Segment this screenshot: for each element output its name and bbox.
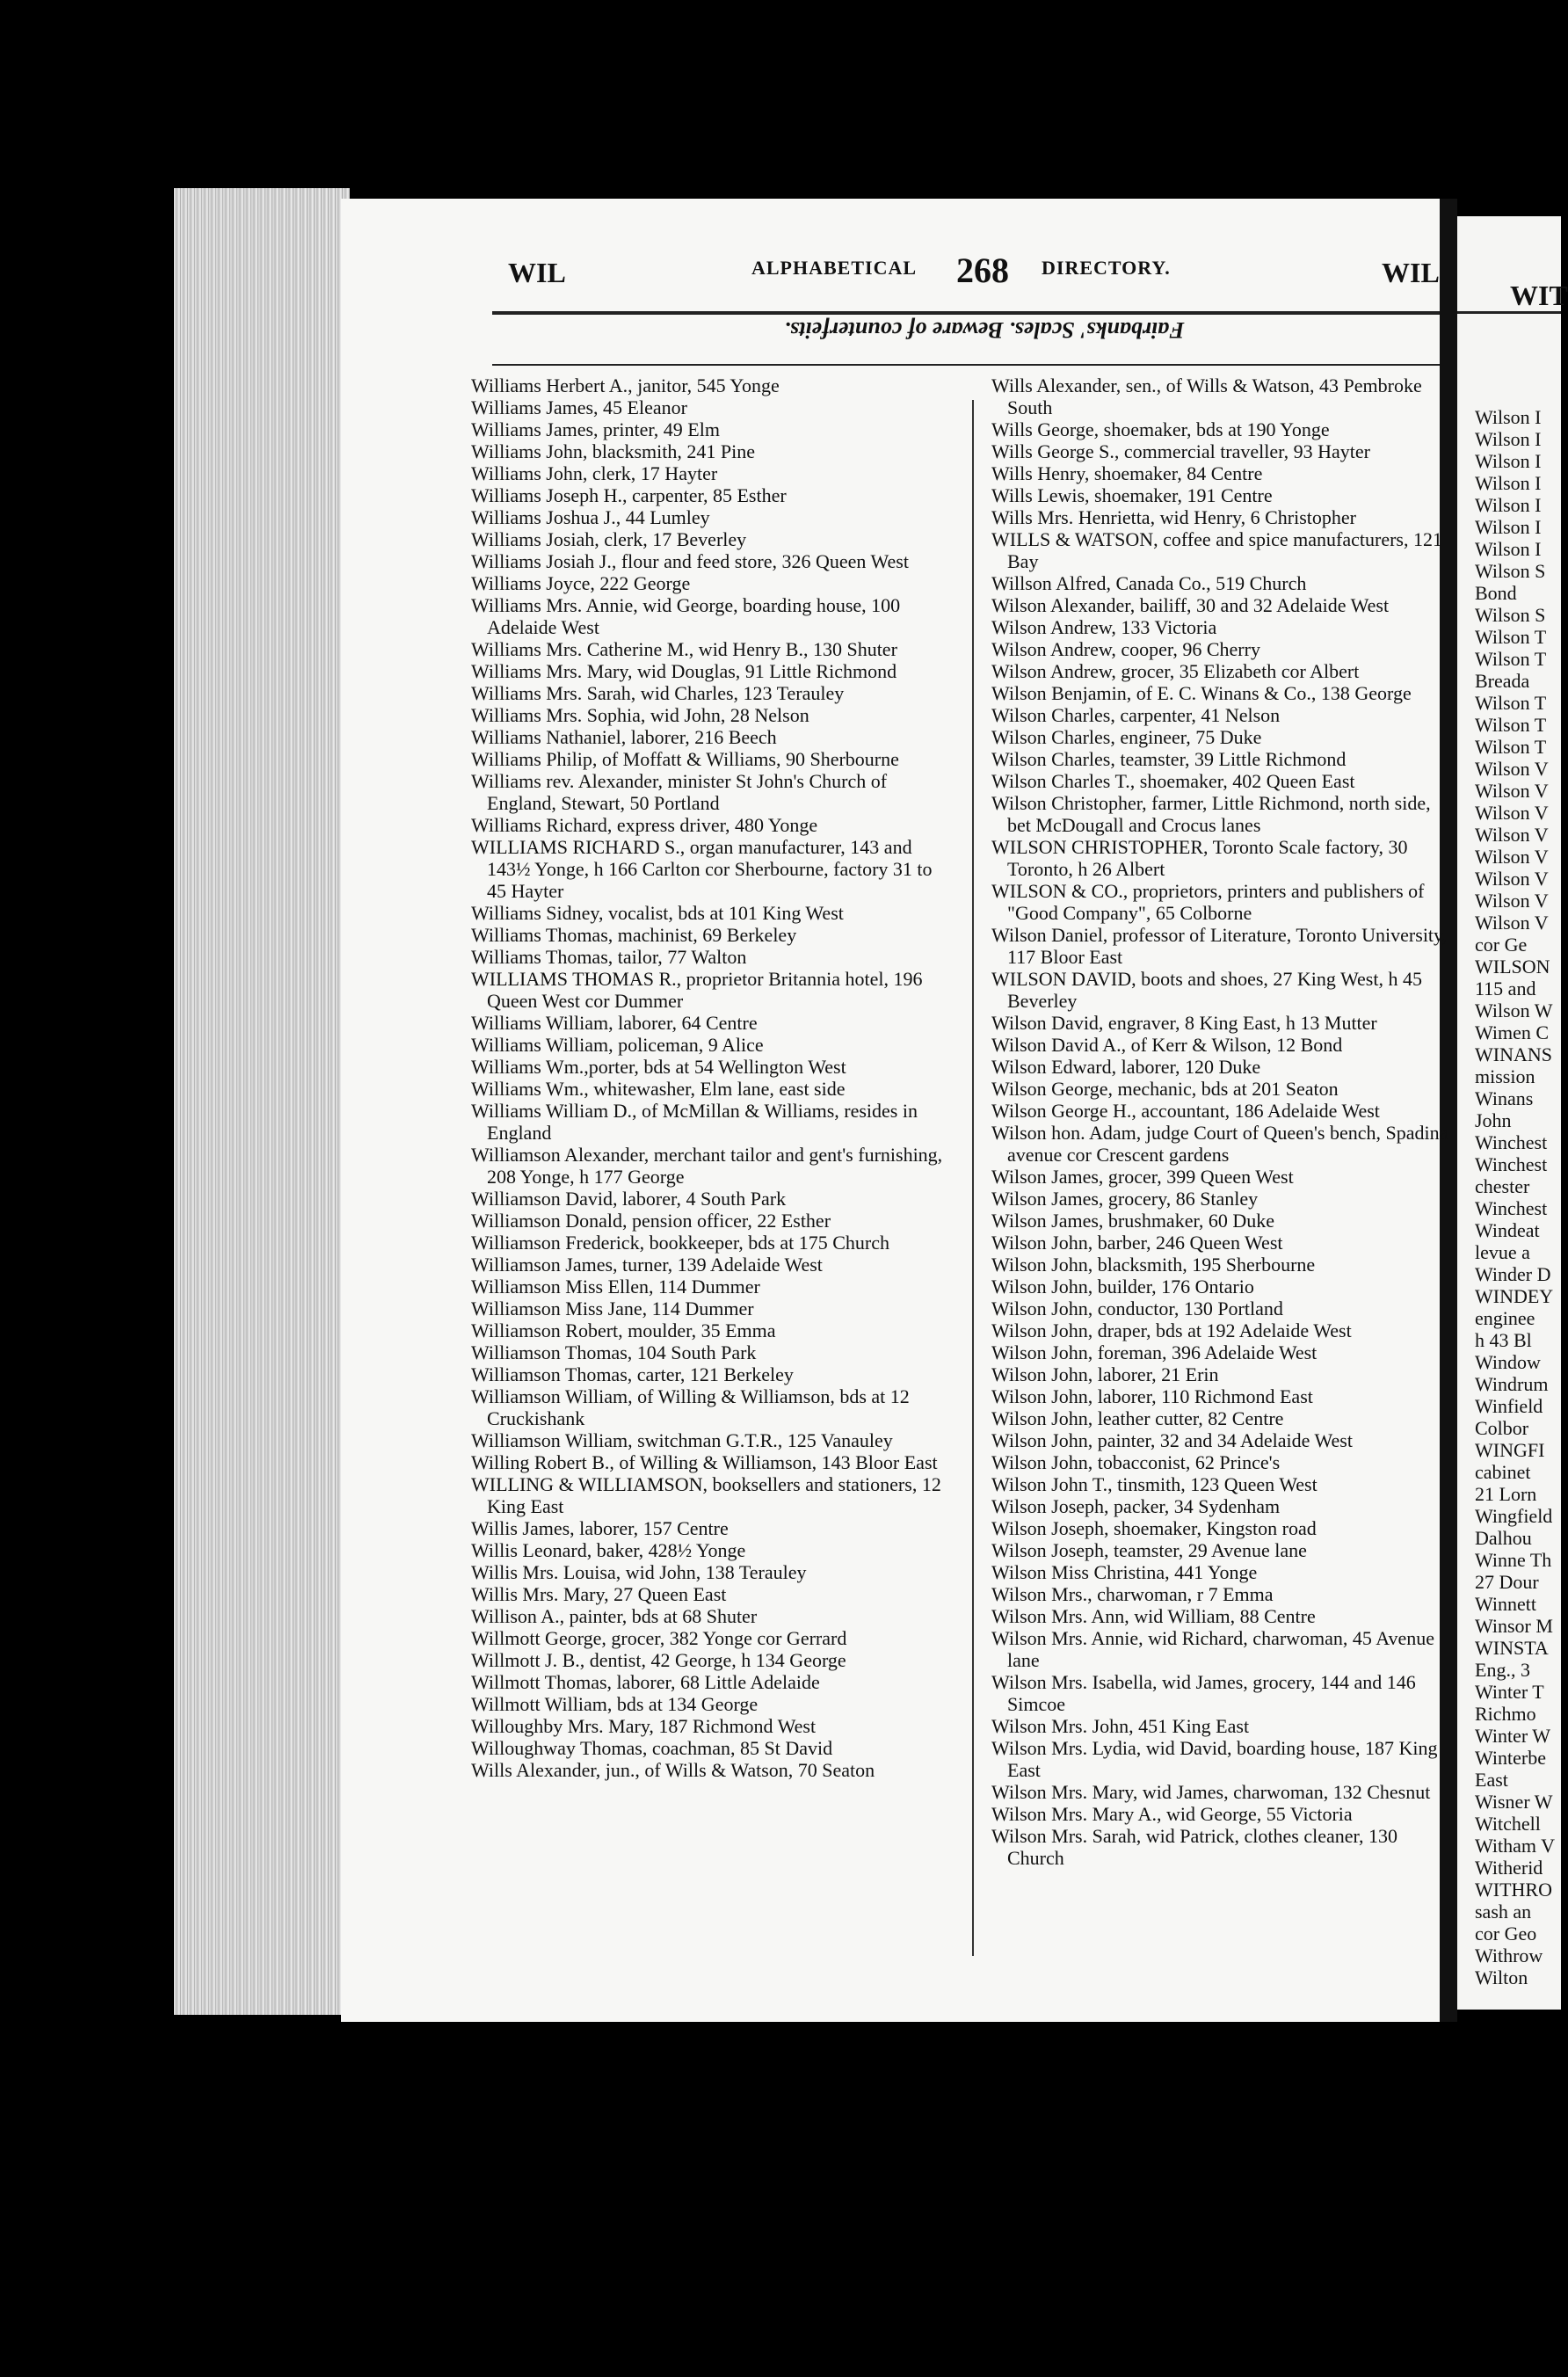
directory-entry: WILLS & WATSON, coffee and spice manufacturers, 121 Bay — [991, 528, 1442, 572]
directory-entry: Wilson John, builder, 176 Ontario — [991, 1276, 1254, 1298]
directory-entry: Williams John, blacksmith, 241 Pine — [471, 440, 755, 462]
directory-entry: Wills Alexander, jun., of Wills & Watson, 70 Seaton — [471, 1759, 875, 1781]
directory-entry: Wills George S., commercial traveller, 93 Hayter — [991, 440, 1370, 462]
directory-entry: Willmott William, bds at 134 George — [471, 1693, 759, 1715]
directory-entry: Wilson I — [1475, 494, 1542, 516]
directory-entry: Willis Mrs. Louisa, wid John, 138 Terauley — [471, 1561, 807, 1583]
directory-entry: Witherid — [1475, 1857, 1543, 1879]
inverted-advert: Fairbanks' Scales. Beware of counterfeits. — [784, 317, 1185, 343]
directory-entry: Wimen C — [1475, 1021, 1550, 1043]
directory-entry: Williams James, printer, 49 Elm — [471, 418, 720, 440]
directory-entry: Wilson Joseph, teamster, 29 Avenue lane — [991, 1539, 1307, 1561]
directory-entry: Winterbe — [1475, 1747, 1546, 1769]
directory-entry: Willoughway Thomas, coachman, 85 St David — [471, 1737, 833, 1759]
directory-entry: John — [1475, 1109, 1512, 1131]
directory-entry: WILSON CHRISTOPHER, Toronto Scale factory, 30 Toronto, h 26 Albert — [991, 836, 1408, 880]
directory-entry: levue a — [1475, 1241, 1530, 1263]
directory-entry: Williams Thomas, machinist, 69 Berkeley — [471, 924, 797, 946]
directory-entry: Williams John, clerk, 17 Hayter — [471, 462, 718, 484]
directory-entry: Wilson I — [1475, 516, 1542, 538]
directory-entry: Wilson V — [1475, 758, 1549, 780]
directory-entry: Williams Joyce, 222 George — [471, 572, 691, 594]
directory-entry: Wingfield — [1475, 1505, 1553, 1527]
directory-entry: WINGFI — [1475, 1439, 1545, 1461]
header-left-keyword: WIL — [508, 257, 566, 288]
directory-entry: Wilson Mrs. Isabella, wid James, grocery, 144 and 146 Simcoe — [991, 1671, 1416, 1715]
directory-entry: Williams Wm.,porter, bds at 54 Wellington West — [471, 1056, 846, 1078]
header-rule — [492, 311, 1440, 315]
directory-entry: Willis James, laborer, 157 Centre — [471, 1517, 729, 1539]
directory-entry: Wilson S — [1475, 604, 1546, 626]
directory-entry: Wilson James, grocer, 399 Queen West — [991, 1166, 1294, 1188]
advert-rule — [492, 364, 1440, 366]
directory-entry: Williams Thomas, tailor, 77 Walton — [471, 946, 747, 968]
directory-entry: Williams Wm., whitewasher, Elm lane, east side — [471, 1078, 846, 1100]
directory-entry: Wilson Edward, laborer, 120 Duke — [991, 1056, 1261, 1078]
directory-entry: Williamson Miss Ellen, 114 Dummer — [471, 1276, 760, 1298]
directory-entry: Williams Mrs. Annie, wid George, boarding house, 100 Adelaide West — [471, 594, 901, 638]
directory-entry: East — [1475, 1769, 1508, 1791]
directory-entry: WILSON DAVID, boots and shoes, 27 King West, h 45 Beverley — [991, 968, 1422, 1012]
directory-entry: Wilson Joseph, shoemaker, Kingston road — [991, 1517, 1317, 1539]
directory-entry: Willis Leonard, baker, 428½ Yonge — [471, 1539, 746, 1561]
directory-entry: Wilson Charles, carpenter, 41 Nelson — [991, 704, 1281, 726]
directory-entry: WINANS — [1475, 1043, 1552, 1065]
directory-entry: Williams Joseph H., carpenter, 85 Esther — [471, 484, 787, 506]
directory-entry: Wilson Benjamin, of E. C. Winans & Co., 138 George — [991, 682, 1412, 704]
header-alphabetical: ALPHABETICAL — [751, 257, 918, 279]
directory-entry: Williamson Donald, pension officer, 22 Esther — [471, 1210, 831, 1232]
directory-entry: WILSON & CO., proprietors, printers and publishers of "Good Company", 65 Colborne — [991, 880, 1425, 924]
directory-entry: WINSTA — [1475, 1637, 1549, 1659]
directory-entry: Wilson Mrs. Annie, wid Richard, charwoman, 45 Avenue lane — [991, 1627, 1435, 1671]
directory-entry: Wilson John, laborer, 21 Erin — [991, 1363, 1219, 1385]
directory-entry: Wilson John, laborer, 110 Richmond East — [991, 1385, 1313, 1407]
directory-entry: Winsor M — [1475, 1615, 1553, 1637]
directory-entry: Bond — [1475, 582, 1517, 604]
directory-entry: chester — [1475, 1175, 1530, 1197]
directory-entry: Wilson I — [1475, 472, 1542, 494]
directory-entry: Wilson T — [1475, 626, 1547, 648]
directory-entry: Wilson Mrs. Mary, wid James, charwoman, 132 Chesnut — [991, 1781, 1431, 1803]
directory-entry: Wilson Mrs. Ann, wid William, 88 Centre — [991, 1605, 1316, 1627]
directory-entry: Wilson I — [1475, 428, 1542, 450]
directory-entry: Winnett — [1475, 1593, 1536, 1615]
directory-entry: Williamson Robert, moulder, 35 Emma — [471, 1319, 776, 1341]
directory-entry: Wilson Mrs. Lydia, wid David, boarding house, 187 King East — [991, 1737, 1438, 1781]
directory-entry: Williams Mrs. Mary, wid Douglas, 91 Little Richmond — [471, 660, 897, 682]
directory-entry: Wilson John, conductor, 130 Portland — [991, 1298, 1283, 1319]
directory-entry: Colbor — [1475, 1417, 1529, 1439]
directory-entry: Williams Josiah J., flour and feed store, 326 Queen West — [471, 550, 909, 572]
directory-entry: Wilson V — [1475, 824, 1549, 846]
directory-entry: Wilson David, engraver, 8 King East, h 13 Mutter — [991, 1012, 1377, 1034]
directory-entry: Williams William D., of McMillan & Williams, resides in England — [471, 1100, 918, 1144]
directory-entry: Willoughby Mrs. Mary, 187 Richmond West — [471, 1715, 817, 1737]
book-page-edges — [174, 188, 350, 2015]
directory-entry: 21 Lorn — [1475, 1483, 1537, 1505]
directory-entry: Wilson John, blacksmith, 195 Sherbourne — [991, 1254, 1316, 1276]
directory-entry: Wilson S — [1475, 560, 1546, 582]
directory-entry: Williams James, 45 Eleanor — [471, 396, 687, 418]
directory-entry: 27 Dour — [1475, 1571, 1539, 1593]
directory-entry: Wilson Charles, engineer, 75 Duke — [991, 726, 1262, 748]
directory-entry: Wilson V — [1475, 890, 1549, 912]
directory-entry: Wilson John, barber, 246 Queen West — [991, 1232, 1283, 1254]
directory-entry: Wilson T — [1475, 714, 1547, 736]
directory-entry: Wilson Daniel, professor of Literature, Toronto University, 117 Bloor East — [991, 924, 1448, 968]
directory-entry: Willmott George, grocer, 382 Yonge cor Gerrard — [471, 1627, 847, 1649]
directory-entry: Willison A., painter, bds at 68 Shuter — [471, 1605, 758, 1627]
directory-entry: Wilson Andrew, 133 Victoria — [991, 616, 1217, 638]
directory-entry: Breada — [1475, 670, 1530, 692]
directory-entry: WITHRO — [1475, 1879, 1552, 1901]
directory-entry: Williams rev. Alexander, minister St John's Church of England, Stewart, 50 Portland — [471, 770, 888, 814]
directory-entry: Wilson John, painter, 32 and 34 Adelaide West — [991, 1429, 1353, 1451]
directory-entry: Williams William, laborer, 64 Centre — [471, 1012, 758, 1034]
directory-entry: Wills Henry, shoemaker, 84 Centre — [991, 462, 1263, 484]
next-page-header: WIT — [1510, 280, 1568, 311]
directory-entry: Wilton — [1475, 1966, 1528, 1988]
directory-entry: sash an — [1475, 1901, 1532, 1923]
directory-entry: Wilson John, leather cutter, 82 Centre — [991, 1407, 1284, 1429]
directory-entry: Wilson V — [1475, 802, 1549, 824]
header-directory: DIRECTORY. — [1042, 257, 1171, 279]
directory-entry: Wilson Mrs. John, 451 King East — [991, 1715, 1250, 1737]
directory-entry: Witchell — [1475, 1813, 1541, 1835]
directory-entry: Wilson James, grocery, 86 Stanley — [991, 1188, 1259, 1210]
header-right-keyword: WIL — [1382, 257, 1440, 288]
directory-entry: Wilson Miss Christina, 441 Yonge — [991, 1561, 1258, 1583]
directory-entry: Wilson Charles, teamster, 39 Little Richmond — [991, 748, 1347, 770]
directory-entry: Wilson James, brushmaker, 60 Duke — [991, 1210, 1275, 1232]
directory-entry: Wilson David A., of Kerr & Wilson, 12 Bond — [991, 1034, 1343, 1056]
directory-entry: mission — [1475, 1065, 1535, 1087]
directory-entry: Williams Joshua J., 44 Lumley — [471, 506, 710, 528]
column-divider — [972, 400, 974, 1956]
directory-entry: Wilson Charles T., shoemaker, 402 Queen East — [991, 770, 1355, 792]
directory-entry: Wilson T — [1475, 692, 1547, 714]
directory-entry: Williams Josiah, clerk, 17 Beverley — [471, 528, 747, 550]
directory-entry: Winans — [1475, 1087, 1534, 1109]
directory-entry: Wilson Andrew, cooper, 96 Cherry — [991, 638, 1260, 660]
directory-entry: Witham V — [1475, 1835, 1555, 1857]
directory-entry: Winfield — [1475, 1395, 1543, 1417]
directory-entry: Wilson V — [1475, 912, 1549, 934]
directory-entry: Wilson I — [1475, 450, 1542, 472]
directory-entry: Withrow — [1475, 1944, 1543, 1966]
directory-entry: Williamson David, laborer, 4 South Park — [471, 1188, 787, 1210]
directory-entry: Willmott J. B., dentist, 42 George, h 134 George — [471, 1649, 846, 1671]
directory-entry: Williamson William, of Willing & Williamson, bds at 12 Cruckishank — [471, 1385, 910, 1429]
directory-entry: WILLIAMS RICHARD S., organ manufacturer, 143 and 143½ Yonge, h 166 Carlton cor Sherbourne, factory 31 to 45 Hayter — [471, 836, 933, 902]
directory-entry: Richmo — [1475, 1703, 1536, 1725]
directory-entry: Williams Mrs. Sarah, wid Charles, 123 Terauley — [471, 682, 845, 704]
directory-entry: 115 and — [1475, 978, 1536, 1000]
directory-entry: WILSON — [1475, 956, 1550, 978]
directory-entry: h 43 Bl — [1475, 1329, 1532, 1351]
directory-entry: Windrum — [1475, 1373, 1549, 1395]
directory-entry: Wilson Mrs., charwoman, r 7 Emma — [991, 1583, 1274, 1605]
directory-entry: Wilson Mrs. Sarah, wid Patrick, clothes cleaner, 130 Church — [991, 1825, 1397, 1869]
directory-entry: Dalhou — [1475, 1527, 1532, 1549]
directory-entry: Wilson Alexander, bailiff, 30 and 32 Adelaide West — [991, 594, 1390, 616]
left-column — [471, 374, 946, 1781]
directory-entry: Wilson hon. Adam, judge Court of Queen's bench, Spadina avenue cor Crescent gardens — [991, 1122, 1448, 1166]
directory-entry: Wilson George H., accountant, 186 Adelaide West — [991, 1100, 1380, 1122]
directory-entry: WILLIAMS THOMAS R., proprietor Britannia hotel, 196 Queen West cor Dummer — [471, 968, 923, 1012]
directory-entry: Wills Lewis, shoemaker, 191 Centre — [991, 484, 1273, 506]
directory-entry: Williamson James, turner, 139 Adelaide West — [471, 1254, 823, 1276]
directory-entry: Wilson John, tobacconist, 62 Prince's — [991, 1451, 1281, 1473]
directory-entry: Wilson W — [1475, 1000, 1553, 1021]
directory-entry: Williamson Frederick, bookkeeper, bds at 175 Church — [471, 1232, 890, 1254]
directory-entry: cabinet — [1475, 1461, 1531, 1483]
directory-entry: Williams William, policeman, 9 Alice — [471, 1034, 764, 1056]
directory-entry: Williamson Thomas, 104 South Park — [471, 1341, 757, 1363]
directory-entry: Wilson V — [1475, 868, 1549, 890]
directory-entry: Wilson I — [1475, 406, 1542, 428]
directory-entry: Winter W — [1475, 1725, 1551, 1747]
directory-entry: enginee — [1475, 1307, 1535, 1329]
directory-entry: Wills Mrs. Henrietta, wid Henry, 6 Christopher — [991, 506, 1357, 528]
directory-entry: Wills Alexander, sen., of Wills & Watson, 43 Pembroke South — [991, 374, 1422, 418]
directory-entry: Wilson Christopher, farmer, Little Richmond, north side, bet McDougall and Crocus lanes — [991, 792, 1431, 836]
directory-entry: Wills George, shoemaker, bds at 190 Yonge — [991, 418, 1330, 440]
directory-entry: Wilson John, draper, bds at 192 Adelaide West — [991, 1319, 1352, 1341]
directory-entry: Wilson John T., tinsmith, 123 Queen West — [991, 1473, 1318, 1495]
next-page-rule — [1457, 311, 1561, 314]
directory-entry: Willson Alfred, Canada Co., 519 Church — [991, 572, 1307, 594]
page-number: 268 — [956, 251, 1009, 290]
directory-entry: Wilson V — [1475, 846, 1549, 868]
right-column — [991, 374, 1448, 1869]
directory-entry: Wilson T — [1475, 648, 1547, 670]
directory-entry: Wilson I — [1475, 538, 1542, 560]
directory-entry: Winder D — [1475, 1263, 1551, 1285]
directory-entry: Williamson William, switchman G.T.R., 125 Vanauley — [471, 1429, 893, 1451]
directory-entry: Willmott Thomas, laborer, 68 Little Adelaide — [471, 1671, 820, 1693]
directory-entry: Willis Mrs. Mary, 27 Queen East — [471, 1583, 727, 1605]
directory-entry: Wilson Joseph, packer, 34 Sydenham — [991, 1495, 1281, 1517]
directory-entry: Williams Sidney, vocalist, bds at 101 King West — [471, 902, 844, 924]
next-page-fragment — [1457, 216, 1568, 2010]
directory-entry: Williams Richard, express driver, 480 Yonge — [471, 814, 818, 836]
directory-entry: Winter T — [1475, 1681, 1544, 1703]
directory-entry: Williamson Thomas, carter, 121 Berkeley — [471, 1363, 794, 1385]
directory-entry: Williams Mrs. Catherine M., wid Henry B., 130 Shuter — [471, 638, 897, 660]
next-page-column — [1475, 406, 1555, 1988]
directory-entry: cor Geo — [1475, 1923, 1537, 1944]
directory-entry: Winne Th — [1475, 1549, 1552, 1571]
directory-entry: Williams Nathaniel, laborer, 216 Beech — [471, 726, 777, 748]
directory-entry: Willing Robert B., of Willing & Williamson, 143 Bloor East — [471, 1451, 938, 1473]
directory-entry: Wilson George, mechanic, bds at 201 Seaton — [991, 1078, 1339, 1100]
directory-entry: Eng., 3 — [1475, 1659, 1530, 1681]
directory-entry: Williamson Miss Jane, 114 Dummer — [471, 1298, 754, 1319]
directory-entry: Window — [1475, 1351, 1541, 1373]
directory-entry: Winchest — [1475, 1197, 1548, 1219]
directory-entry: WINDEY — [1475, 1285, 1554, 1307]
directory-entry: Williams Mrs. Sophia, wid John, 28 Nelson — [471, 704, 809, 726]
directory-entry: Windeat — [1475, 1219, 1540, 1241]
directory-entry: Wilson V — [1475, 780, 1549, 802]
directory-entry: Wisner W — [1475, 1791, 1553, 1813]
directory-entry: Wilson Andrew, grocer, 35 Elizabeth cor Albert — [991, 660, 1360, 682]
directory-entry: Wilson Mrs. Mary A., wid George, 55 Victoria — [991, 1803, 1353, 1825]
directory-entry: Williams Philip, of Moffatt & Williams, 90 Sherbourne — [471, 748, 899, 770]
directory-entry: Williamson Alexander, merchant tailor and gent's furnishing, 208 Yonge, h 177 George — [471, 1144, 943, 1188]
directory-entry: Winchest — [1475, 1131, 1548, 1153]
directory-entry: WILLING & WILLIAMSON, booksellers and stationers, 12 King East — [471, 1473, 941, 1517]
directory-entry: Wilson T — [1475, 736, 1547, 758]
directory-entry: Williams Herbert A., janitor, 545 Yonge — [471, 374, 780, 396]
directory-entry: Wilson John, foreman, 396 Adelaide West — [991, 1341, 1318, 1363]
directory-entry: Winchest — [1475, 1153, 1548, 1175]
directory-entry: cor Ge — [1475, 934, 1528, 956]
